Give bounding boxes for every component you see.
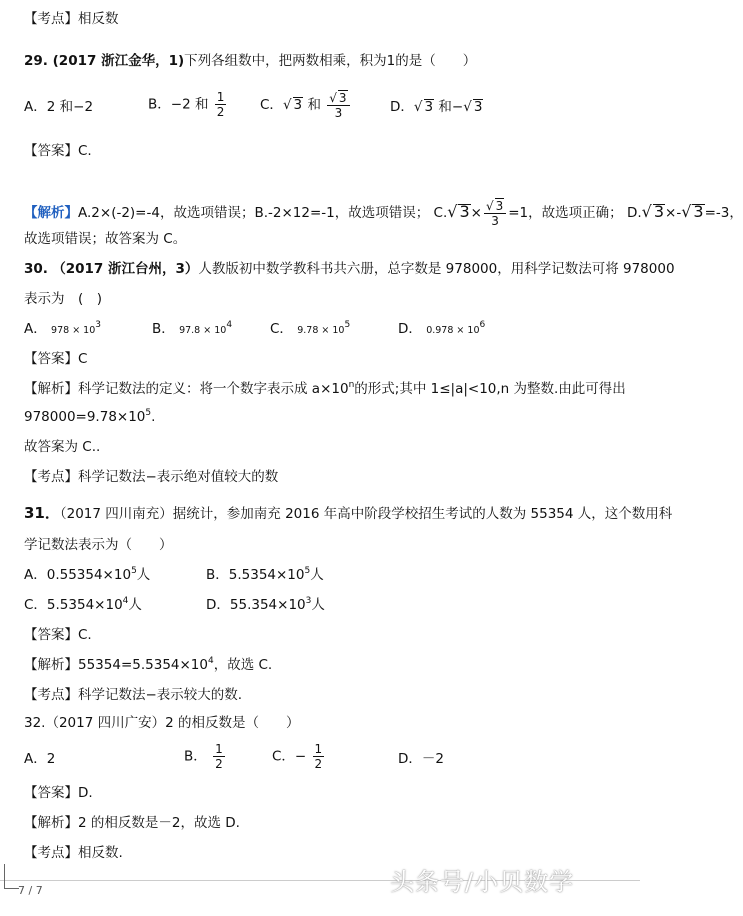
- numerator: 1: [314, 742, 323, 756]
- q32-option-d: D．－2: [398, 751, 444, 767]
- exponent: 5: [304, 566, 311, 576]
- denominator: 2: [215, 757, 223, 771]
- question-source: （2017 四川南充）: [59, 506, 173, 522]
- radicand: 3: [495, 199, 504, 213]
- radicand: 3: [693, 202, 704, 221]
- q32-analysis: 【解析】2 的相反数是－2，故选 D.: [24, 815, 240, 831]
- analysis-text: .: [151, 409, 156, 425]
- question-source: （2017 浙江台州，3）: [52, 261, 199, 277]
- page-corner-mark: [4, 864, 19, 889]
- option-text: A．0.55354×10: [24, 567, 132, 583]
- top-point-line: [24, 10, 119, 28]
- exponent: 4: [122, 596, 129, 606]
- option-label: A．: [24, 99, 47, 115]
- option-text: −2 和: [170, 96, 209, 113]
- sqrt-icon: √ 3: [282, 97, 303, 113]
- q30-option-c: [270, 320, 350, 340]
- analysis-text: =-3，: [704, 205, 743, 221]
- question-text: 人教版初中数学教科书共六册，总字数是 978000，用科学记数法可将 978000: [198, 261, 675, 277]
- option-label: A．: [24, 321, 47, 337]
- exponent: 5: [344, 320, 351, 330]
- q30-analysis-cont: [24, 408, 155, 426]
- option-text: 9.78 × 10: [297, 325, 345, 336]
- option-text: B．5.5354×10: [206, 567, 305, 583]
- denominator: 2: [314, 757, 323, 771]
- radicand: 3: [293, 97, 303, 113]
- option-unit: 人: [310, 567, 324, 583]
- q30-option-b: [152, 320, 232, 340]
- q30-stem: [24, 260, 675, 278]
- q30-point: 【考点】科学记数法−表示绝对值较大的数: [24, 469, 279, 485]
- q29-answer: 【答案】C.: [24, 143, 92, 159]
- page-number: 7 / 7: [18, 884, 43, 897]
- option-text: 2 和−2: [46, 99, 94, 115]
- option-label: C．: [270, 321, 293, 337]
- analysis-label: 【解析】: [24, 205, 78, 221]
- numerator: 1: [216, 90, 225, 104]
- question-text: 下列各组数中，把两数相乘，积为1的是（ ）: [184, 53, 477, 69]
- radicand: 3: [459, 202, 470, 221]
- numerator: 1: [215, 742, 223, 756]
- q31-point: 【考点】科学记数法−表示较大的数.: [24, 687, 243, 703]
- fraction: [313, 742, 325, 771]
- denominator: 3: [334, 106, 343, 120]
- q32-answer: 【答案】D.: [24, 785, 93, 801]
- question-number: 31．: [24, 504, 60, 522]
- numerator: √ 3: [484, 198, 506, 214]
- exponent: 3: [95, 320, 102, 330]
- q30-analysis: [24, 380, 626, 398]
- option-label: D．: [398, 321, 422, 337]
- radicand: 3: [338, 91, 347, 105]
- option-unit: 人: [128, 597, 142, 613]
- exponent: 6: [479, 320, 486, 330]
- q29-option-a: [24, 98, 93, 116]
- q29-option-b: [148, 90, 228, 119]
- exponent: 5: [131, 566, 137, 576]
- exponent: 4: [207, 656, 214, 666]
- analysis-text: A.2×(-2)=-4，故选项错误；B.-2×12=-1，故选项错误；: [78, 205, 430, 221]
- q31-option-d: [206, 596, 325, 614]
- sqrt-icon: √ 3: [447, 202, 470, 221]
- q31-analysis: [24, 656, 272, 674]
- radicand: 3: [653, 202, 665, 221]
- analysis-text: ×-: [665, 205, 682, 221]
- q32-option-a: A．2: [24, 751, 56, 767]
- analysis-text: 科学记数法的定义：将一个数字表示成 a×10: [78, 381, 349, 397]
- analysis-text: 【解析】55354=5.5354×10: [24, 657, 208, 673]
- q31-option-a: [24, 566, 150, 584]
- q29-analysis-cont: 故选项错误；故答案为 C。: [24, 231, 187, 247]
- option-label: B．: [184, 748, 207, 765]
- radicand: 3: [473, 99, 483, 115]
- point-label: 【考点】: [24, 11, 78, 27]
- q30-answer: 【答案】C: [24, 351, 88, 367]
- q29-analysis: [24, 198, 743, 228]
- q32-option-b: [184, 742, 227, 771]
- q30-conclusion: 故答案为 C..: [24, 439, 101, 455]
- q31-stem: [24, 504, 672, 523]
- watermark: 头条号/小贝数学: [390, 868, 575, 896]
- question-number: 29.: [24, 53, 48, 69]
- analysis-text: ，故选 C.: [213, 657, 273, 673]
- exponent: 4: [226, 320, 233, 330]
- option-label: B．: [148, 96, 171, 113]
- point-text: 相反数: [78, 11, 119, 27]
- analysis-text: D.: [626, 205, 642, 221]
- q29-option-d: [390, 98, 483, 116]
- q29-stem: [24, 52, 476, 70]
- exponent: n: [348, 380, 355, 390]
- option-unit: 人: [311, 597, 325, 613]
- question-text: 据统计，参加南充 2016 年高中阶段学校招生考试的人数为 55354 人，这个数用科: [172, 506, 673, 522]
- option-label: B．: [152, 321, 175, 337]
- denominator: 2: [216, 105, 225, 119]
- analysis-text: 978000=9.78×10: [24, 409, 146, 425]
- question-number: 30.: [24, 261, 48, 277]
- exponent: 3: [305, 596, 312, 606]
- fraction: [484, 198, 506, 228]
- q30-stem-cont: 表示为 ( ): [24, 291, 103, 307]
- option-label: C．: [260, 97, 283, 113]
- option-text: 0.978 × 10: [426, 325, 480, 336]
- sqrt-icon: √ 3: [681, 202, 704, 221]
- q31-option-b: [206, 566, 324, 584]
- option-label: D．: [390, 99, 414, 115]
- analysis-text: =1，故选项正确；: [508, 205, 623, 221]
- radicand: 3: [424, 99, 434, 115]
- option-text: 97.8 × 10: [179, 325, 227, 336]
- q30-option-d: [398, 320, 485, 340]
- question-source: (2017 浙江金华，1): [52, 53, 185, 69]
- fraction: [327, 90, 349, 120]
- q31-stem-cont: 学记数法表示为（ ）: [24, 537, 173, 553]
- analysis-text: ×: [470, 205, 482, 221]
- sqrt-icon: √ 3: [463, 99, 483, 115]
- denominator: 3: [491, 214, 499, 228]
- q29-option-c: [260, 90, 352, 120]
- analysis-text: 的形式;其中 1≤|a|<10,n 为整数.由此可得出: [354, 381, 626, 397]
- option-text: C．5.5354×10: [24, 597, 123, 613]
- q31-answer: 【答案】C.: [24, 627, 92, 643]
- option-label: C．−: [272, 748, 307, 765]
- q32-stem: 32.（2017 四川广安）2 的相反数是（ ）: [24, 715, 300, 731]
- fraction: [213, 742, 225, 771]
- exponent: 5: [145, 408, 152, 418]
- q31-option-c: [24, 596, 142, 614]
- sqrt-icon: √ 3: [413, 99, 434, 115]
- option-text: 和−: [438, 99, 464, 115]
- option-unit: 人: [136, 567, 151, 583]
- analysis-text: C.: [433, 205, 448, 221]
- option-text: 和: [307, 97, 321, 113]
- sqrt-icon: √ 3: [641, 202, 665, 221]
- option-text: 978 × 10: [51, 325, 96, 336]
- q32-point: 【考点】相反数.: [24, 845, 123, 861]
- q30-option-a: [24, 320, 101, 340]
- option-text: D．55.354×10: [206, 597, 306, 613]
- q32-option-c: [272, 742, 326, 771]
- analysis-label: 【解析】: [24, 381, 78, 397]
- fraction: [215, 90, 227, 119]
- numerator: √ 3: [327, 90, 349, 106]
